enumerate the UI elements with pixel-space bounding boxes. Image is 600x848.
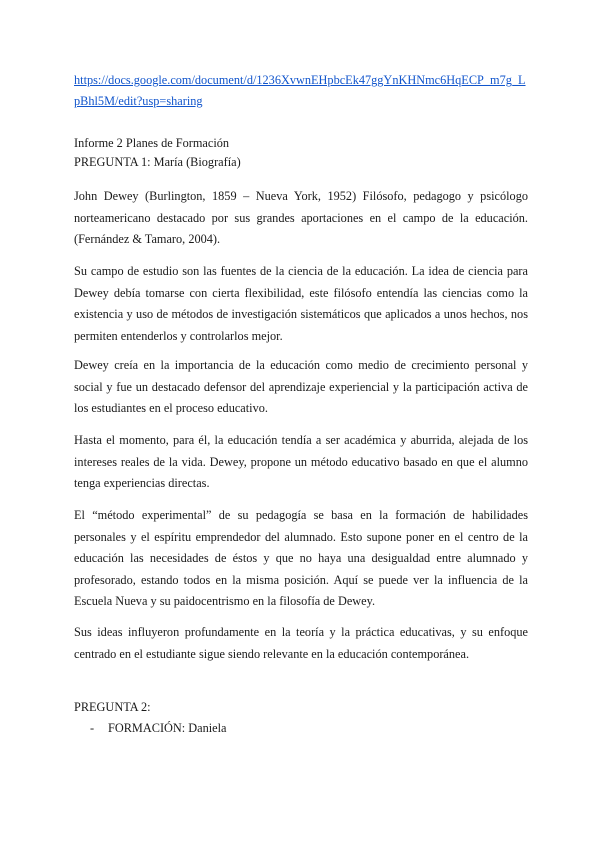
bullet-item	[90, 719, 227, 738]
question-1-heading: PREGUNTA 1: María (Biografía)	[74, 155, 241, 169]
bullet-marker: -	[90, 721, 95, 735]
paragraph-3	[74, 355, 528, 420]
bullet-text: FORMACIÓN: Daniela	[108, 721, 227, 735]
google-docs-link[interactable]: https://docs.google.com/document/d/1236XvwnEHpbcEk47ggYnKHNmc6HqECP_m7g_LpBhl5M/edit?usp=sharing	[74, 73, 526, 108]
paragraph-4	[74, 430, 528, 495]
report-title: Informe 2 Planes de Formación	[74, 136, 230, 150]
paragraph-text: Su campo de estudio son las fuentes de la ciencia de la educación. La idea de ciencia para Dewey debía tomarse con cierta flexibilidad, este filósofo entendía las ciencias como la existencia y uso de métodos de investigación sistemáticos que aplicados a unos hechos, nos permiten entenderlos y controlarlos mejor.	[74, 264, 528, 343]
paragraph-text: Sus ideas influyeron profundamente en la teoría y la práctica educativas, y su enfoque centrado en el estudiante sigue siendo relevante en la educación contemporánea.	[74, 625, 528, 661]
paragraph-text: John Dewey (Burlington, 1859 – Nueva York, 1952) Filósofo, pedagogo y psicólogo norteamericano destacado por sus grandes aportaciones en el campo de la educación. (Fernández & Tamaro, 2004).	[74, 189, 528, 246]
paragraph-1	[74, 186, 528, 251]
paragraph-text: Dewey creía en la importancia de la educación como medio de crecimiento personal y social y fue un destacado defensor del aprendizaje experiencial y la participación activa de los estudiantes en el proceso educativo.	[74, 358, 528, 415]
paragraph-text: El “método experimental” de su pedagogía se basa en la formación de habilidades personales y el espíritu emprendedor del alumnado. Esto supone poner en el centro de la educación las necesidades de éstos y que no haya una desigualdad entre alumnado y profesorado, estando todos en la misma posición. Aquí se puede ver la influencia de la Escuela Nueva y su paidocentrismo en la filosofía de Dewey.	[74, 508, 528, 608]
paragraph-6	[74, 622, 528, 665]
paragraph-5	[74, 505, 528, 613]
question-2-heading: PREGUNTA 2:	[74, 700, 151, 714]
paragraph-text: Hasta el momento, para él, la educación tendía a ser académica y aburrida, alejada de los intereses reales de la vida. Dewey, propone un método educativo basado en que el alumno tenga experiencias directas.	[74, 433, 528, 490]
paragraph-2	[74, 261, 528, 347]
